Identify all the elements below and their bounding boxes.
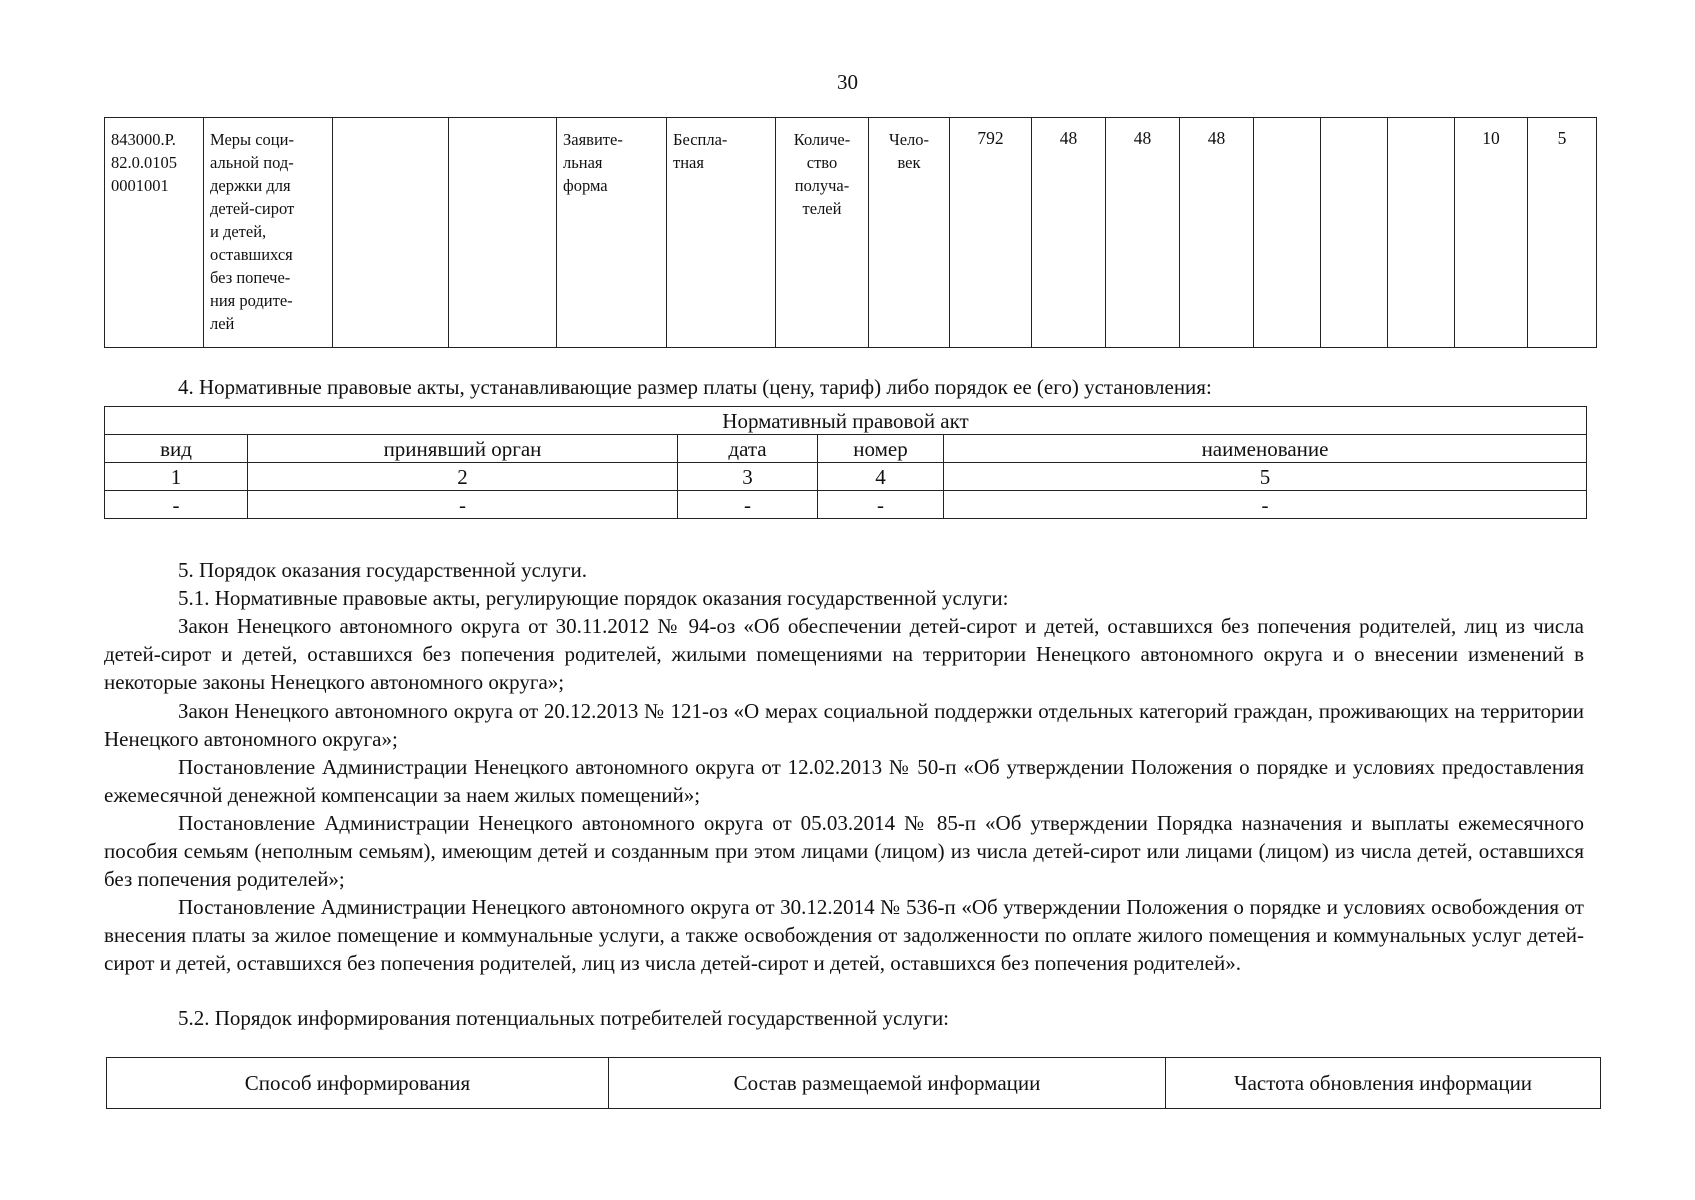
value-cell: 5 [1528,118,1597,348]
okei-code: 792 [950,118,1032,348]
column-header: Частота обновления информации [1166,1058,1601,1109]
column-number: 3 [678,463,818,491]
column-header: наименование [944,435,1587,463]
service-form [557,118,667,348]
name-line: и детей, [210,222,267,241]
table-cell: - [248,491,678,519]
code-line: 843000.Р. [111,130,176,149]
section-4-heading: 4. Нормативные правовые акты, устанавливающие размер платы (цену, тариф) либо порядок ее (его) установления: [178,375,1212,399]
name-line: лей [210,314,235,333]
legal-act-text: Постановление Администрации Ненецкого автономного округа от 30.12.2014 № 536-п «Об утверждении Положения о порядке и условиях освобождения от внесения платы за жилое помещение и коммунальные услуги, а также освобождения от задолженности по оплате жилого помещения и коммунальных услуг детей-сирот и детей, оставшихся без попечения родителей, лиц из числа детей-сирот и детей, оставшихся без попечения родителей». [104,895,1584,975]
table-cell: - [944,491,1587,519]
table-header-row [105,435,1587,463]
column-header: вид [105,435,248,463]
column-header: Состав размещаемой информации [609,1058,1166,1109]
indicator-line: ство [806,153,838,172]
column-header: дата [678,435,818,463]
empty-cell [333,118,449,348]
table-cell: - [105,491,248,519]
column-header: номер [818,435,944,463]
table-header-row [105,407,1587,435]
name-line: альной под- [210,153,294,172]
section-5-1-heading: 5.1. Нормативные правовые акты, регулирующие порядок оказания государственной услуги: [178,586,1009,610]
value-cell [1321,118,1388,348]
legal-act-paragraph [104,893,1584,977]
payment-type [667,118,776,348]
indicator-name [776,118,869,348]
value-cell: 48 [1032,118,1106,348]
page-number: 30 [837,70,858,94]
form-line: Заявите- [563,130,623,149]
value-cell: 48 [1180,118,1254,348]
service-name [204,118,333,348]
table-row [105,491,1587,519]
column-number: 2 [248,463,678,491]
legal-acts-fee-table [104,406,1587,519]
table-cell: - [678,491,818,519]
legal-act-text: Постановление Администрации Ненецкого автономного округа от 12.02.2013 № 50-п «Об утверждении Положения о порядке и условиях предоставления ежемесячной денежной компенсации за наем жилых помещений»; [104,755,1584,807]
legal-act-paragraph [104,753,1584,809]
registry-code [105,118,204,348]
code-line: 0001001 [111,176,169,195]
table-cell: - [818,491,944,519]
unit-line: век [897,153,921,172]
table-row [105,118,1597,348]
informing-table [106,1057,1601,1109]
indicator-line: Количе- [793,130,851,149]
value-cell: 10 [1455,118,1528,348]
column-number: 4 [818,463,944,491]
form-line: льная [563,153,603,172]
group-header: Нормативный правовой акт [105,407,1587,435]
table-row [105,463,1587,491]
unit-name [869,118,950,348]
name-line: держки для [210,176,291,195]
name-line: оставшихся [210,245,293,264]
column-header: принявший орган [248,435,678,463]
column-header: Способ информирования [107,1058,609,1109]
name-line: без попече- [210,268,291,287]
name-line: Меры соци- [210,130,294,149]
legal-act-paragraph [104,809,1584,893]
code-line: 82.0.0105 [111,153,177,172]
payment-line: Бесплa- [673,130,728,149]
value-cell [1254,118,1321,348]
name-line: детей-сирот [210,199,295,218]
unit-line: Чело- [888,130,930,149]
legal-act-text: Закон Ненецкого автономного округа от 30.11.2012 № 94-оз «Об обеспечении детей-сирот и детей, оставшихся без попечения родителей, лиц из числа детей-сирот и детей, оставшихся без попечения родителей, жилыми помещениями на территории Ненецкого автономного округа и о внесении изменений в некоторые законы Ненецкого автономного округа»; [104,614,1584,694]
payment-line: тная [673,153,704,172]
name-line: ния родите- [210,291,293,310]
legal-act-text: Постановление Администрации Ненецкого автономного округа от 05.03.2014 № 85-п «Об утверждении Порядка назначения и выплаты ежемесячного пособия семьям (неполным семьям), имеющим детей и созданным при этом лицами (лицом) из числа детей-сирот или лицами (лицом) из числа детей, оставшихся без попечения родителей»; [104,811,1584,891]
column-number: 1 [105,463,248,491]
table-header-row [107,1058,1601,1109]
legal-act-text: Закон Ненецкого автономного округа от 20.12.2013 № 121-оз «О мерах социальной поддержки отдельных категорий граждан, проживающих на территории Ненецкого автономного округа»; [104,699,1584,751]
indicator-line: телей [802,199,842,218]
column-number: 5 [944,463,1587,491]
indicator-line: получа- [794,176,850,195]
form-line: форма [563,176,608,195]
section-5-heading: 5. Порядок оказания государственной услуги. [178,558,587,582]
empty-cell [449,118,557,348]
legal-act-paragraph [104,612,1584,696]
service-volume-table [104,117,1597,348]
value-cell: 48 [1106,118,1180,348]
section-5-2-heading: 5.2. Порядок информирования потенциальных потребителей государственной услуги: [178,1006,950,1030]
value-cell [1388,118,1455,348]
legal-act-paragraph [104,697,1584,753]
